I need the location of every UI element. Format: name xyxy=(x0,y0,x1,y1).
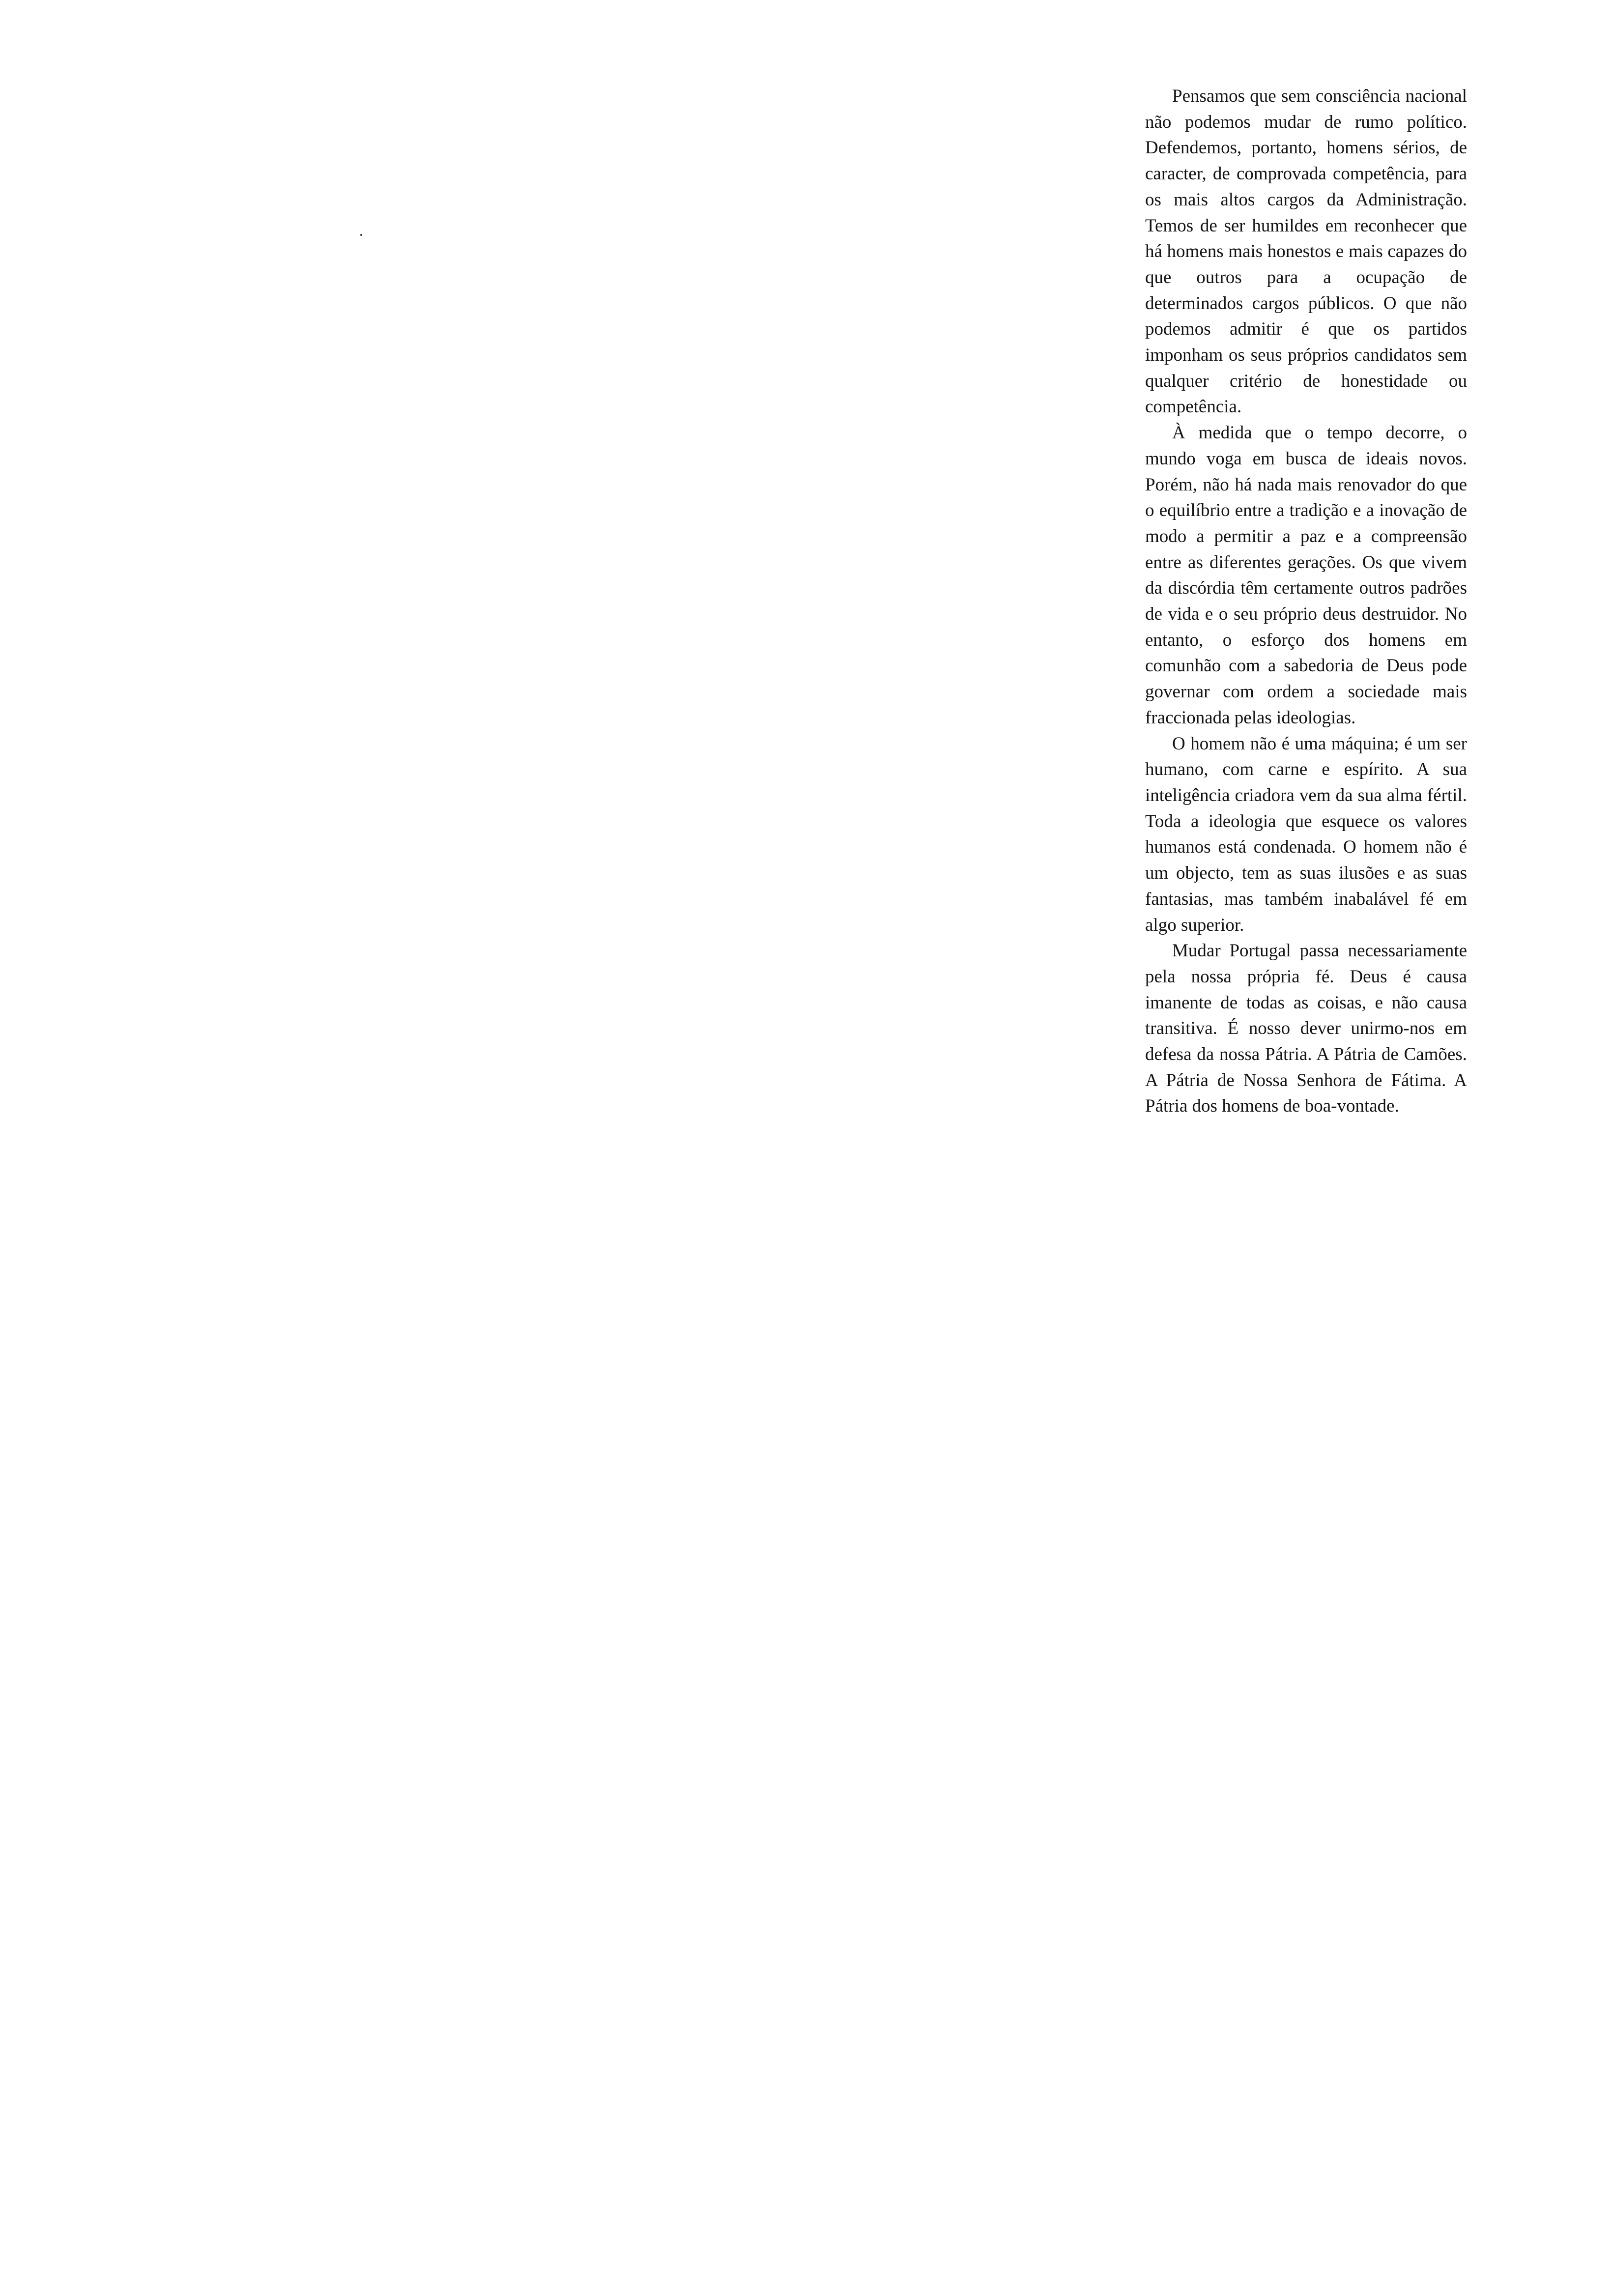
paragraph-mudar-portugal: Mudar Portugal passa necessariamente pela nossa própria fé. Deus é causa imanente de todas as coisas, e não causa transitiva. É nosso dever unirmo-nos em defesa da nossa Pátria. A Pátria de Camões. A Pátria de Nossa Senhora de Fátima. A Pátria dos homens de boa-vontade. xyxy=(1145,941,1467,1117)
paragraph-consciencia-nacional: Pensamos que sem consciência nacional não podemos mudar de rumo político. Defendemos, portanto, homens sérios, de caracter, de comprovada competência, para os mais altos cargos da Administração. Temos de ser humildes em reconhecer que há homens mais honestos e mais capazes do que outros para a ocupação de determinados cargos públicos. O que não podemos admitir é que os partidos imponham os seus próprios candidatos sem qualquer critério de honestidade ou competência. xyxy=(1145,86,1467,417)
scan-speck xyxy=(360,234,362,236)
paragraph-homem-nao-e-maquina: O homem não é uma máquina; é um ser humano, com carne e espírito. A sua inteligência criadora vem da sua alma fértil. Toda a ideologia que esquece os valores humanos está condenada. O homem não é um objecto, tem as suas ilusões e as suas fantasias, mas também inabalável fé em algo superior. xyxy=(1145,733,1467,935)
paragraph-medida-do-tempo: À medida que o tempo decorre, o mundo voga em busca de ideais novos. Porém, não há nada mais renovador do que o equilíbrio entre a tradição e a inovação de modo a permitir a paz e a compreensão entre as diferentes gerações. Os que vivem da discórdia têm certamente outros padrões de vida e o seu próprio deus destruidor. No entanto, o esforço dos homens em comunhão com a sabedoria de Deus pode governar com ordem a sociedade mais fraccionada pelas ideologias. xyxy=(1145,423,1467,728)
article-column xyxy=(1145,84,1467,1119)
